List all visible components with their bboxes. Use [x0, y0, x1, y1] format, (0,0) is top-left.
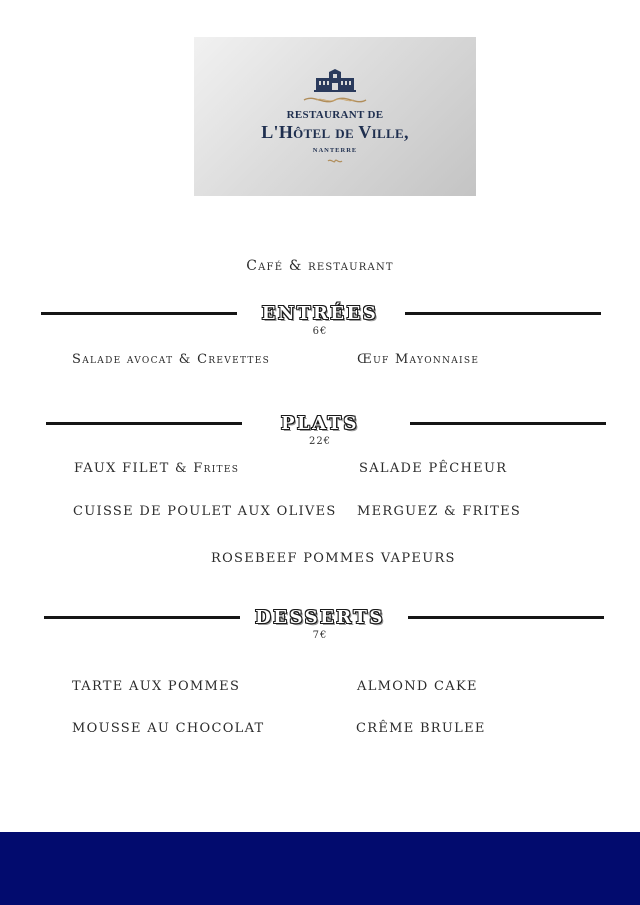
section-price-desserts: 7€: [312, 630, 328, 641]
menu-item: ALMOND CAKE: [357, 679, 478, 694]
menu-item: Œuf Mayonnaise: [357, 352, 480, 367]
menu-item: CRÊME BRULEE: [356, 721, 486, 736]
logo-line-restaurant-de: RESTAURANT DE: [286, 109, 384, 121]
section-title-desserts: DESSERTS: [255, 607, 385, 628]
section-price-entrees: 6€: [312, 326, 328, 337]
ornament-tilde-icon: [327, 158, 343, 164]
restaurant-logo: [194, 37, 476, 196]
page-subtitle: Café & restaurant: [246, 258, 394, 274]
menu-item: MOUSSE AU CHOCOLAT: [72, 721, 265, 736]
logo-line-hotel-de-ville: L'Hôtel de Ville,: [261, 122, 409, 142]
menu-item: MERGUEZ & FRITES: [357, 504, 522, 519]
logo-line-nanterre: NANTERRE: [312, 147, 358, 154]
menu-item: FAUX FILET & Frites: [74, 461, 240, 476]
menu-item: TARTE AUX POMMES: [72, 679, 241, 694]
section-price-plats: 22€: [308, 436, 332, 447]
menu-item: SALADE PÊCHEUR: [359, 461, 508, 476]
menu-item: Salade avocat & Crevettes: [72, 352, 271, 367]
town-hall-icon: [312, 69, 358, 93]
section-title-plats: PLATS: [280, 413, 360, 434]
menu-item: CUISSE DE POULET AUX OLIVES: [73, 504, 337, 519]
menu-item: ROSEBEEF POMMES VAPEURS: [211, 551, 456, 566]
footer-band: [0, 832, 640, 905]
section-title-entrees: ENTRÉES: [261, 303, 379, 324]
ornament-swirl-icon: [302, 94, 368, 106]
